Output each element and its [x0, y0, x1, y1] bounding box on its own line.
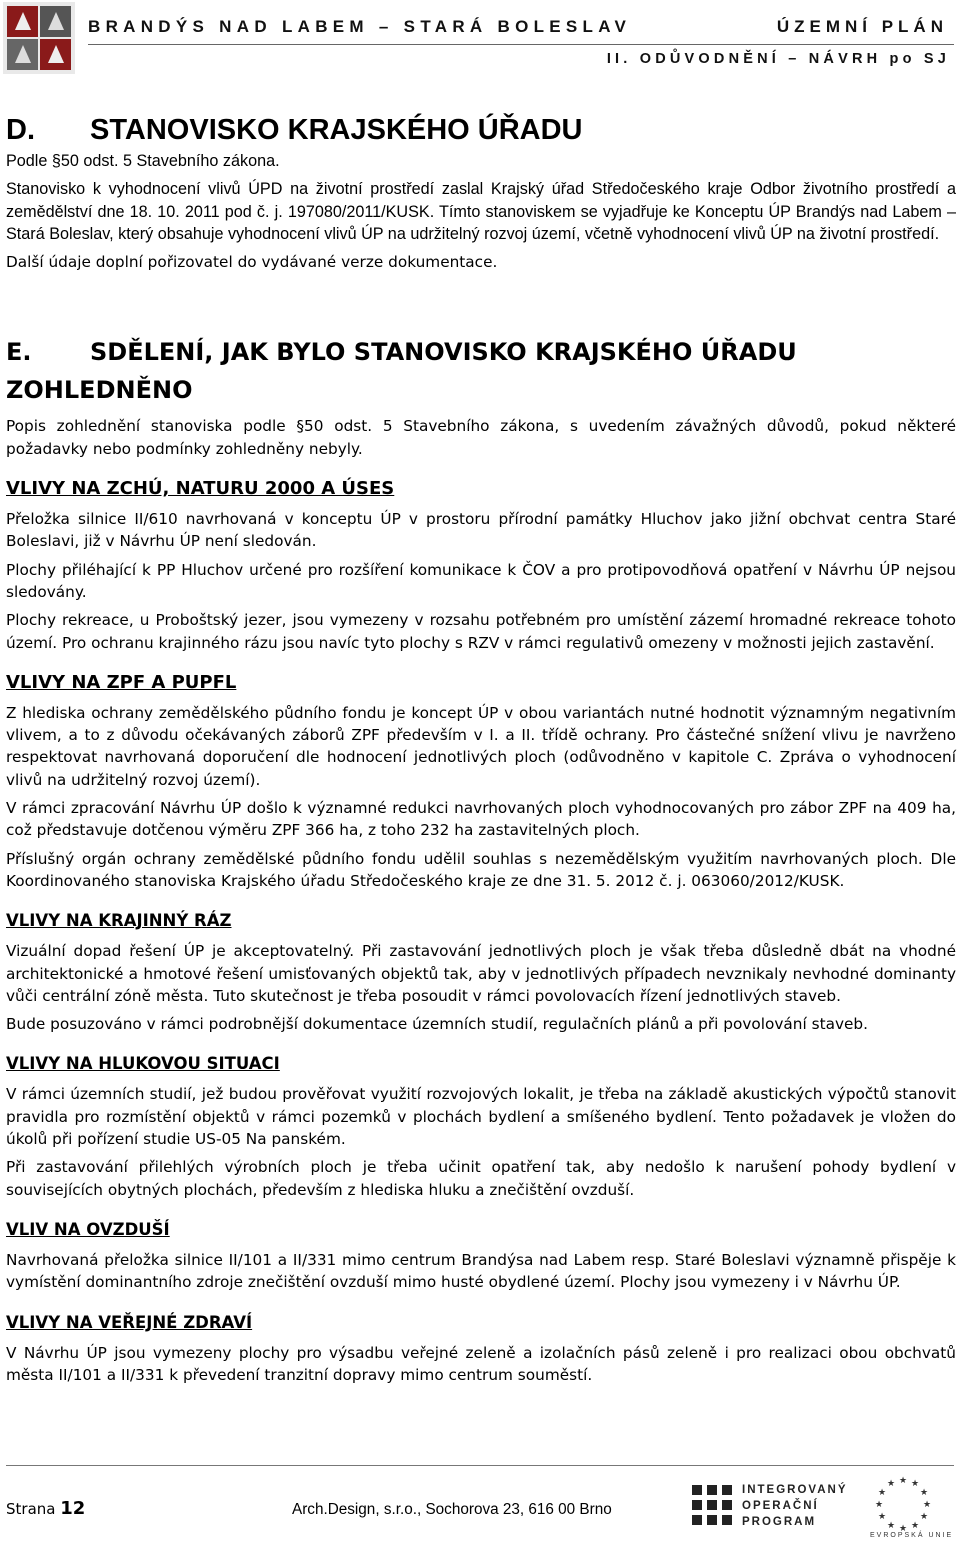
- section-d-paragraph: Stanovisko k vyhodnocení vlivů ÚPD na životní prostředí zaslal Krajský úřad Středočeského kraje Odbor životního prostředí a zemědělství dne 18. 10. 2011 pod č. j. 197080/2011/KUSK. Tímto stanoviskem se vyjadřuje ke Konceptu ÚP Brandýs nad Labem – Stará Boleslav, který obsahuje vyhodnocení vlivů ÚP na udržitelný rozvoj území, včetně vyhodnocení vlivů ÚP na životní prostředí.: [6, 180, 956, 243]
- page-label: Strana: [6, 1500, 56, 1518]
- subsection-paragraph: Plochy rekreace, u Proboštský jezer, jsou vymezeny v rozsahu potřebném pro umístění zázemí hromadné rekreace tohoto území. Pro ochranu krajinného rázu jsou navíc tyto plochy s RZV v rámci regulativů omezeny v možnosti jejich zastavění.: [6, 611, 956, 652]
- svg-text:★: ★: [910, 1479, 920, 1489]
- section-e-heading: [6, 333, 956, 409]
- subsection-title: VLIVY NA ZCHÚ, NATURU 2000 A ÚSES: [6, 478, 395, 500]
- page-footer: [0, 1465, 960, 1548]
- svg-text:★: ★: [919, 1488, 929, 1498]
- svg-text:★: ★: [898, 1476, 908, 1486]
- svg-text:★: ★: [874, 1500, 884, 1510]
- eu-label: EVROPSKÁ UNIE: [870, 1532, 954, 1539]
- subsection-title: VLIVY NA HLUKOVOU SITUACI: [6, 1054, 280, 1074]
- subsection-paragraph: Navrhovaná přeložka silnice II/101 a II/331 mimo centrum Brandýsa nad Labem resp. Staré Boleslavi významně přispěje k vymístění dominantního zdroje znečištění ovzduší mimo husté obydlené území. Plochy jsou vymezeny i v Návrhu ÚP.: [6, 1250, 956, 1292]
- subsection-paragraph: Vizuální dopad řešení ÚP je akceptovatelný. Při zastavování jednotlivých ploch je však třeba důsledně dbát na vhodné architektonické a hmotové řešení umisťovaných objektů tak, aby v jednotlivých případech nevznikaly nevhodné dominanty vůči centrální zóně města. Tuto skutečnost je třeba posoudit v rámci povolovacích řízení jednotlivých staveb.: [6, 942, 956, 1005]
- svg-text:★: ★: [898, 1524, 908, 1534]
- svg-text:★: ★: [886, 1521, 896, 1531]
- subsection-paragraph: Při zastavování přilehlých výrobních ploch je třeba učinit opatření tak, aby nedošlo k narušení pohody bydlení v souvisejících obytných plochách, především z hlediska hluku a znečištění ovzduší.: [6, 1158, 956, 1199]
- section-d-paragraph: Další údaje doplní pořizovatel do vydávané verze dokumentace.: [6, 253, 498, 272]
- svg-text:★: ★: [886, 1479, 896, 1489]
- subsection-paragraph: Bude posuzováno v rámci podrobnější dokumentace územních studií, regulačních plánů a při povolování staveb.: [6, 1015, 868, 1034]
- svg-text:★: ★: [877, 1512, 887, 1522]
- header-doc-type: ÚZEMNÍ PLÁN: [776, 17, 948, 36]
- page-content: [6, 110, 956, 1392]
- subsection-paragraph: V rámci zpracování Návrhu ÚP došlo k významné redukci navrhovaných ploch vyhodnocovaných pro zábor ZPF na 409 ha, což představuje dotčenou výměru ZPF 366 ha, z toho 232 ha zastavitelných ploch.: [6, 799, 956, 840]
- subsection-paragraph: Z hlediska ochrany zemědělského půdního fondu je koncept ÚP v obou variantách nutné hodnotit významným negativním vlivem, a to z důvodu očekávaných záborů ZPF především v I. a II. třídě ochrany. Pro částečné snížení vlivu je navrženo respektovat navrhovaná doporučení dle hodnocení jednotlivých ploch (odůvodněno v kapitole C. Zpráva o vyhodnocení vlivů na udržitelný rozvoj území).: [6, 703, 956, 789]
- subsection-title: VLIVY NA VEŘEJNÉ ZDRAVÍ: [6, 1312, 253, 1332]
- section-d-title: STANOVISKO KRAJSKÉHO ÚŘADU: [90, 114, 583, 146]
- subsection-paragraph: V rámci územních studií, jež budou prověřovat využití rozvojových lokalit, je třeba na základě akustických výpočtů stanovit pravidla pro rozmístění objektů v rámci pozemků v plochách bydlení a smíšeného bydlení. Tento požadavek je vložen do úkolů při pořízení studie US-05 Na panském.: [6, 1085, 956, 1149]
- iop-line-2: OPERAČNÍ: [742, 1500, 819, 1512]
- svg-text:★: ★: [919, 1512, 929, 1522]
- coat-of-arms-icon: [3, 2, 75, 74]
- page-number-value: 12: [60, 1498, 86, 1519]
- subsection-paragraph: V Návrhu ÚP jsou vymezeny plochy pro výsadbu veřejné zeleně a izolačních pásů zeleně i pro realizaci obou obchvatů města II/101 a II/331 k převedení tranzitní dopravy mimo centrum souměstí.: [6, 1343, 956, 1384]
- section-e-letter: E.: [6, 338, 32, 367]
- iop-line-1: INTEGROVANÝ: [742, 1484, 848, 1496]
- svg-text:★: ★: [877, 1488, 887, 1498]
- svg-text:★: ★: [922, 1500, 932, 1510]
- header-title: BRANDÝS NAD LABEM – STARÁ BOLESLAV: [88, 17, 632, 36]
- iop-line-3: PROGRAM: [742, 1516, 817, 1528]
- section-e-title: SDĚLENÍ, JAK BYLO STANOVISKO KRAJSKÉHO ÚŘADU ZOHLEDNĚNO: [6, 338, 797, 405]
- subsection-title: VLIVY NA ZPF A PUPFL: [6, 671, 237, 693]
- section-d-paragraph: Podle §50 odst. 5 Stavebního zákona.: [6, 152, 280, 170]
- header-part: II. ODŮVODNĚNÍ – NÁVRH po SJ: [606, 51, 950, 67]
- page-number: [6, 1498, 85, 1519]
- iop-logo-icon: [690, 1483, 735, 1528]
- footer-rule: [6, 1465, 954, 1466]
- company-address: Arch.Design, s.r.o., Sochorova 23, 616 00 Brno: [292, 1501, 612, 1518]
- subsection-title: VLIVY NA KRAJINNÝ RÁZ: [6, 911, 232, 931]
- svg-text:★: ★: [910, 1521, 920, 1531]
- iop-logo-text: [742, 1482, 848, 1530]
- section-e-intro: Popis zohlednění stanoviska podle §50 odst. 5 Stavebního zákona, s uvedením závažných důvodů, pokud některé požadavky nebo podmínky zohledněny nebyly.: [6, 417, 956, 458]
- subsection-paragraph: Plochy přiléhající k PP Hluchov určené pro rozšíření komunikace k ČOV a pro protipovodňová opatření v Návrhu ÚP nejsou sledovány.: [6, 560, 956, 601]
- section-d-letter: D.: [6, 114, 35, 146]
- subsection-title: VLIV NA OVZDUŠÍ: [6, 1219, 170, 1239]
- subsection-paragraph: Přeložka silnice II/610 navrhovaná v konceptu ÚP v prostoru přírodní památky Hluchov jako jižní obchvat centra Staré Boleslavi, již v Návrhu ÚP není sledován.: [6, 510, 956, 551]
- eu-flag-icon: [872, 1473, 934, 1535]
- subsection-paragraph: Příslušný orgán ochrany zemědělské půdního fondu udělil souhlas s nezemědělským využitím navrhovaných ploch. Dle Koordinovaného stanoviska Krajského úřadu Středočeského kraje ze dne 31. 5. 2012 č. j. 063060/2012/KUSK.: [6, 849, 956, 890]
- page-header: [0, 0, 960, 82]
- section-d-heading: [6, 110, 956, 150]
- header-rule: [88, 44, 954, 45]
